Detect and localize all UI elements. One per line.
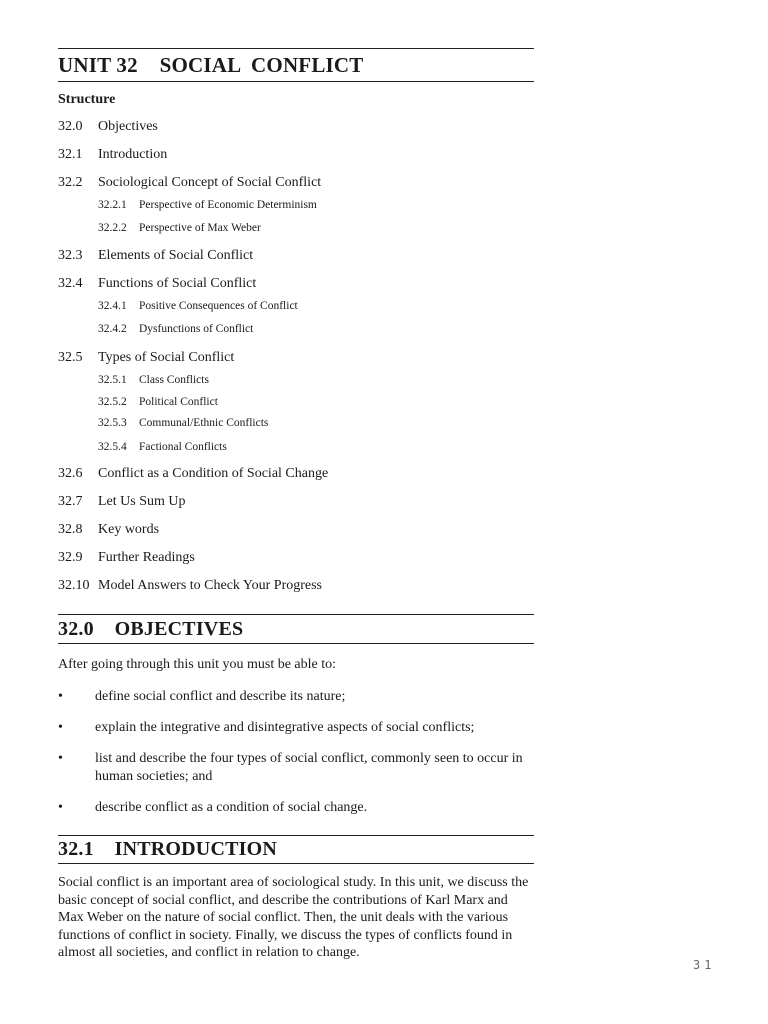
objectives-rule-bottom	[58, 643, 534, 644]
toc-title: Dysfunctions of Conflict	[139, 323, 254, 335]
toc-title: Functions of Social Conflict	[98, 276, 257, 291]
toc-item	[58, 119, 158, 135]
toc-number: 32.2	[58, 175, 83, 190]
heading-rule-bottom	[58, 81, 534, 82]
toc-item	[58, 550, 195, 566]
toc-number: 32.5.1	[98, 374, 127, 386]
toc-title: Introduction	[98, 147, 168, 162]
bullet-glyph: •	[58, 800, 63, 815]
toc-subitem	[98, 374, 209, 386]
structure-label: Structure	[58, 92, 116, 107]
toc-title: Types of Social Conflict	[98, 350, 235, 365]
toc-number: 32.6	[58, 466, 83, 481]
introduction-rule-bottom	[58, 863, 534, 864]
objective-text: explain the integrative and disintegrative aspects of social conflicts;	[95, 720, 475, 735]
toc-number: 32.1	[58, 147, 83, 162]
toc-number: 32.5.3	[98, 417, 127, 429]
bullet-glyph: •	[58, 720, 63, 735]
toc-number: 32.7	[58, 494, 83, 509]
toc-number: 32.4.1	[98, 300, 127, 312]
toc-item	[58, 248, 253, 264]
toc-number: 32.5.2	[98, 396, 127, 408]
toc-number: 32.10	[58, 578, 90, 593]
toc-item	[58, 276, 256, 292]
toc-number: 32.4.2	[98, 323, 127, 335]
toc-title: Factional Conflicts	[139, 441, 227, 453]
toc-title: Political Conflict	[139, 396, 218, 408]
objectives-intro: After going through this unit you must be able to:	[58, 657, 337, 672]
toc-number: 32.2.1	[98, 199, 127, 211]
toc-subitem	[98, 222, 261, 234]
toc-number: 32.3	[58, 248, 83, 263]
toc-title: Let Us Sum Up	[98, 494, 186, 509]
toc-title: Model Answers to Check Your Progress	[98, 578, 322, 593]
toc-number: 32.8	[58, 522, 83, 537]
toc-title: Perspective of Max Weber	[139, 222, 261, 234]
toc-number: 32.9	[58, 550, 83, 565]
toc-number: 32.5.4	[98, 441, 127, 453]
toc-title: Key words	[98, 522, 160, 537]
objective-text: describe conflict as a condition of social change.	[95, 800, 368, 815]
toc-subitem	[98, 441, 227, 453]
toc-number: 32.2.2	[98, 222, 127, 234]
toc-subitem	[98, 323, 253, 335]
toc-number: 32.4	[58, 276, 83, 291]
toc-item	[58, 466, 328, 482]
objective-text: define social conflict and describe its nature;	[95, 689, 346, 704]
toc-item	[58, 350, 234, 366]
introduction-paragraph: Social conflict is an important area of sociological study. In this unit, we discuss the basic concept of social conflict, and describe the contributions of Karl Marx and Max Weber on the nature of social conflict. Then, the unit deals with the various functions of conflict in society. Finally, we discuss the types of conflicts found in almost all societies, and conflict in relation to change.	[58, 875, 529, 960]
page-number: 31	[693, 958, 716, 972]
toc-title: Objectives	[98, 119, 158, 134]
toc-item	[58, 522, 159, 538]
toc-subitem	[98, 417, 268, 429]
toc-item	[58, 147, 167, 163]
toc-item	[58, 175, 321, 191]
toc-number: 32.5	[58, 350, 83, 365]
toc-item	[58, 494, 186, 510]
toc-subitem	[98, 396, 218, 408]
objectives-heading: 32.0 OBJECTIVES	[58, 618, 244, 640]
toc-title: Conflict as a Condition of Social Change	[98, 466, 329, 481]
introduction-heading: 32.1 INTRODUCTION	[58, 838, 278, 860]
toc-title: Elements of Social Conflict	[98, 248, 254, 263]
objectives-rule-top	[58, 614, 534, 615]
introduction-rule-top	[58, 835, 534, 836]
toc-item	[58, 578, 322, 594]
toc-title: Class Conflicts	[139, 374, 209, 386]
toc-title: Positive Consequences of Conflict	[139, 300, 298, 312]
bullet-glyph: •	[58, 689, 63, 704]
bullet-glyph: •	[58, 751, 63, 766]
toc-subitem	[98, 300, 298, 312]
toc-number: 32.0	[58, 119, 83, 134]
toc-title: Perspective of Economic Determinism	[139, 199, 317, 211]
heading-rule-top	[58, 48, 534, 49]
toc-subitem	[98, 199, 317, 211]
toc-title: Communal/Ethnic Conflicts	[139, 417, 269, 429]
toc-title: Further Readings	[98, 550, 195, 565]
toc-title: Sociological Concept of Social Conflict	[98, 175, 322, 190]
unit-title: UNIT 32 SOCIAL CONFLICT	[58, 53, 364, 77]
objective-text: list and describe the four types of social conflict, commonly seen to occur in human societies; and	[95, 751, 523, 784]
